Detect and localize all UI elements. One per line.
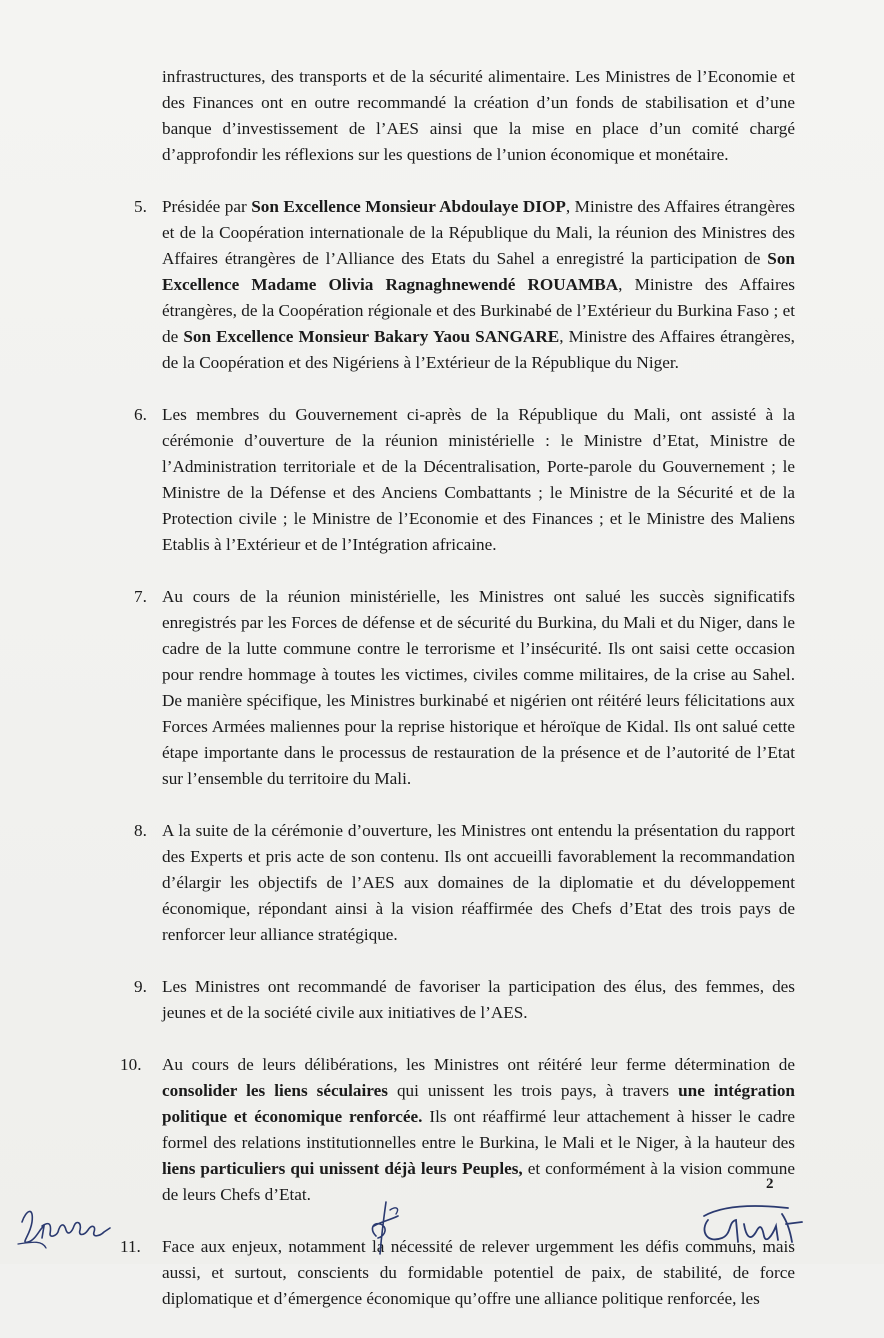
- bold-text-segment: consolider les liens séculaires: [162, 1081, 388, 1100]
- intro-paragraph: infrastructures, des transports et de la sécurité alimentaire. Les Ministres de l’Economie et des Finances ont en outre recommandé la création d’un fonds de stabilisation et d’une banque d’investissement de l’AES ainsi que la mise en place d’un comité chargé d’approfondir les réflexions sur les questions de l’union économique et monétaire.: [162, 67, 795, 164]
- text-segment: Ils ont réaffirmé leur attachement à hisser le cadre formel des relations institutionnelles entre le Burkina, le Mali et le Niger, à la hauteur des: [162, 1107, 795, 1152]
- paragraph-number: 8.: [134, 821, 147, 840]
- numbered-paragraph: [120, 584, 795, 792]
- paragraph-text: [162, 818, 795, 948]
- bold-text-segment: Son Excellence Madame Olivia Ragnaghnewendé ROUAMBA: [162, 249, 795, 294]
- text-segment: , Ministre des Affaires étrangères, de la Coopération régionale et des Burkinabé de l’Extérieur du Burkina Faso ; et de: [162, 275, 795, 346]
- numbered-paragraph: [120, 194, 795, 376]
- numbered-paragraph: [120, 402, 795, 558]
- paragraph-number: 6.: [134, 405, 147, 424]
- document-body: [120, 64, 795, 1338]
- paragraph-text: [162, 194, 795, 376]
- text-segment: , Ministre des Affaires étrangères, de la Coopération et des Nigériens à l’Extérieur de la République du Niger.: [162, 327, 795, 372]
- signature-left: [12, 1192, 122, 1254]
- text-segment: qui unissent les trois pays, à travers: [387, 1081, 679, 1100]
- paragraph-text: [162, 974, 795, 1026]
- paragraph-number: 7.: [134, 587, 147, 606]
- bold-text-segment: une intégration politique et économique renforcée.: [162, 1081, 795, 1126]
- numbered-paragraph: [120, 1052, 795, 1208]
- text-segment: Les Ministres ont recommandé de favoriser la participation des élus, des femmes, des jeunes et de la société civile aux initiatives de l’AES.: [162, 977, 795, 1022]
- paragraph-number: 11.: [120, 1237, 141, 1256]
- text-segment: Présidée par: [162, 197, 252, 216]
- paragraph-text: [162, 584, 795, 792]
- bold-text-segment: liens particuliers qui unissent déjà leurs Peuples,: [162, 1159, 523, 1178]
- page-number: 2: [766, 1176, 774, 1192]
- text-segment: , Ministre des Affaires étrangères et de la Coopération internationale de la République du Mali, la réunion des Ministres des Affaires étrangères de l’Alliance des Etats du Sahel a enregistré la participation de: [162, 197, 795, 268]
- text-segment: Face aux enjeux, notamment la nécessité de relever urgemment les défis communs, mais aussi, et surtout, conscients du formidable potentiel de paix, de stabilité, de force diplomatique et d’émergence économique qu’offre une alliance politique renforcée, les: [162, 1237, 795, 1308]
- numbered-paragraph: [120, 974, 795, 1026]
- signature-right: [692, 1196, 812, 1256]
- text-segment: A la suite de la cérémonie d’ouverture, les Ministres ont entendu la présentation du rapport des Experts et pris acte de son contenu. Ils ont accueilli favorablement la recommandation d’élargir les objectifs de l’AES aux domaines de la diplomatie et du développement économique, répondant ainsi à la vision réaffirmée des Chefs d’Etat des trois pays de renforcer leur alliance stratégique.: [162, 821, 795, 944]
- bold-text-segment: Son Excellence Monsieur Abdoulaye DIOP: [251, 197, 566, 216]
- bold-text-segment: Son Excellence Monsieur Bakary Yaou SANGARE: [183, 327, 560, 346]
- signature-middle: [356, 1196, 416, 1260]
- paragraph-number: 5.: [134, 197, 147, 216]
- text-segment: Au cours de la réunion ministérielle, les Ministres ont salué les succès significatifs enregistrés par les Forces de défense et de sécurité du Burkina, du Mali et du Niger, dans le cadre de la lutte commune contre le terrorisme et l’insécurité. Ils ont saisi cette occasion pour rendre hommage à toutes les victimes, civiles comme militaires, de la crise au Sahel. De manière spécifique, les Ministres burkinabé et nigérien ont réitéré leurs félicitations aux Forces Armées maliennes pour la reprise historique et héroïque de Kidal. Ils ont salué cette étape importante dans le processus de restauration de la présence et de l’autorité de l’Etat sur l’ensemble du territoire du Mali.: [162, 587, 795, 788]
- paragraph-number: 9.: [134, 977, 147, 996]
- numbered-paragraphs: [120, 194, 795, 1312]
- numbered-paragraph: [120, 818, 795, 948]
- paragraph-text: [162, 1052, 795, 1208]
- text-segment: Les membres du Gouvernement ci-après de la République du Mali, ont assisté à la cérémonie d’ouverture de la réunion ministérielle : le Ministre d’Etat, Ministre de l’Administration territoriale et de la Décentralisation, Porte-parole du Gouvernement ; le Ministre de la Défense et des Anciens Combattants ; le Ministre de la Sécurité et de la Protection civile ; le Ministre de l’Economie et des Finances ; et le Ministre des Maliens Etablis à l’Extérieur et de l’Intégration africaine.: [162, 405, 795, 554]
- text-segment: et conformément à la vision commune de leurs Chefs d’Etat.: [162, 1159, 795, 1204]
- paragraph-number: 10.: [120, 1055, 142, 1074]
- text-segment: Au cours de leurs délibérations, les Ministres ont réitéré leur ferme détermination de: [162, 1055, 795, 1074]
- paragraph-text: [162, 402, 795, 558]
